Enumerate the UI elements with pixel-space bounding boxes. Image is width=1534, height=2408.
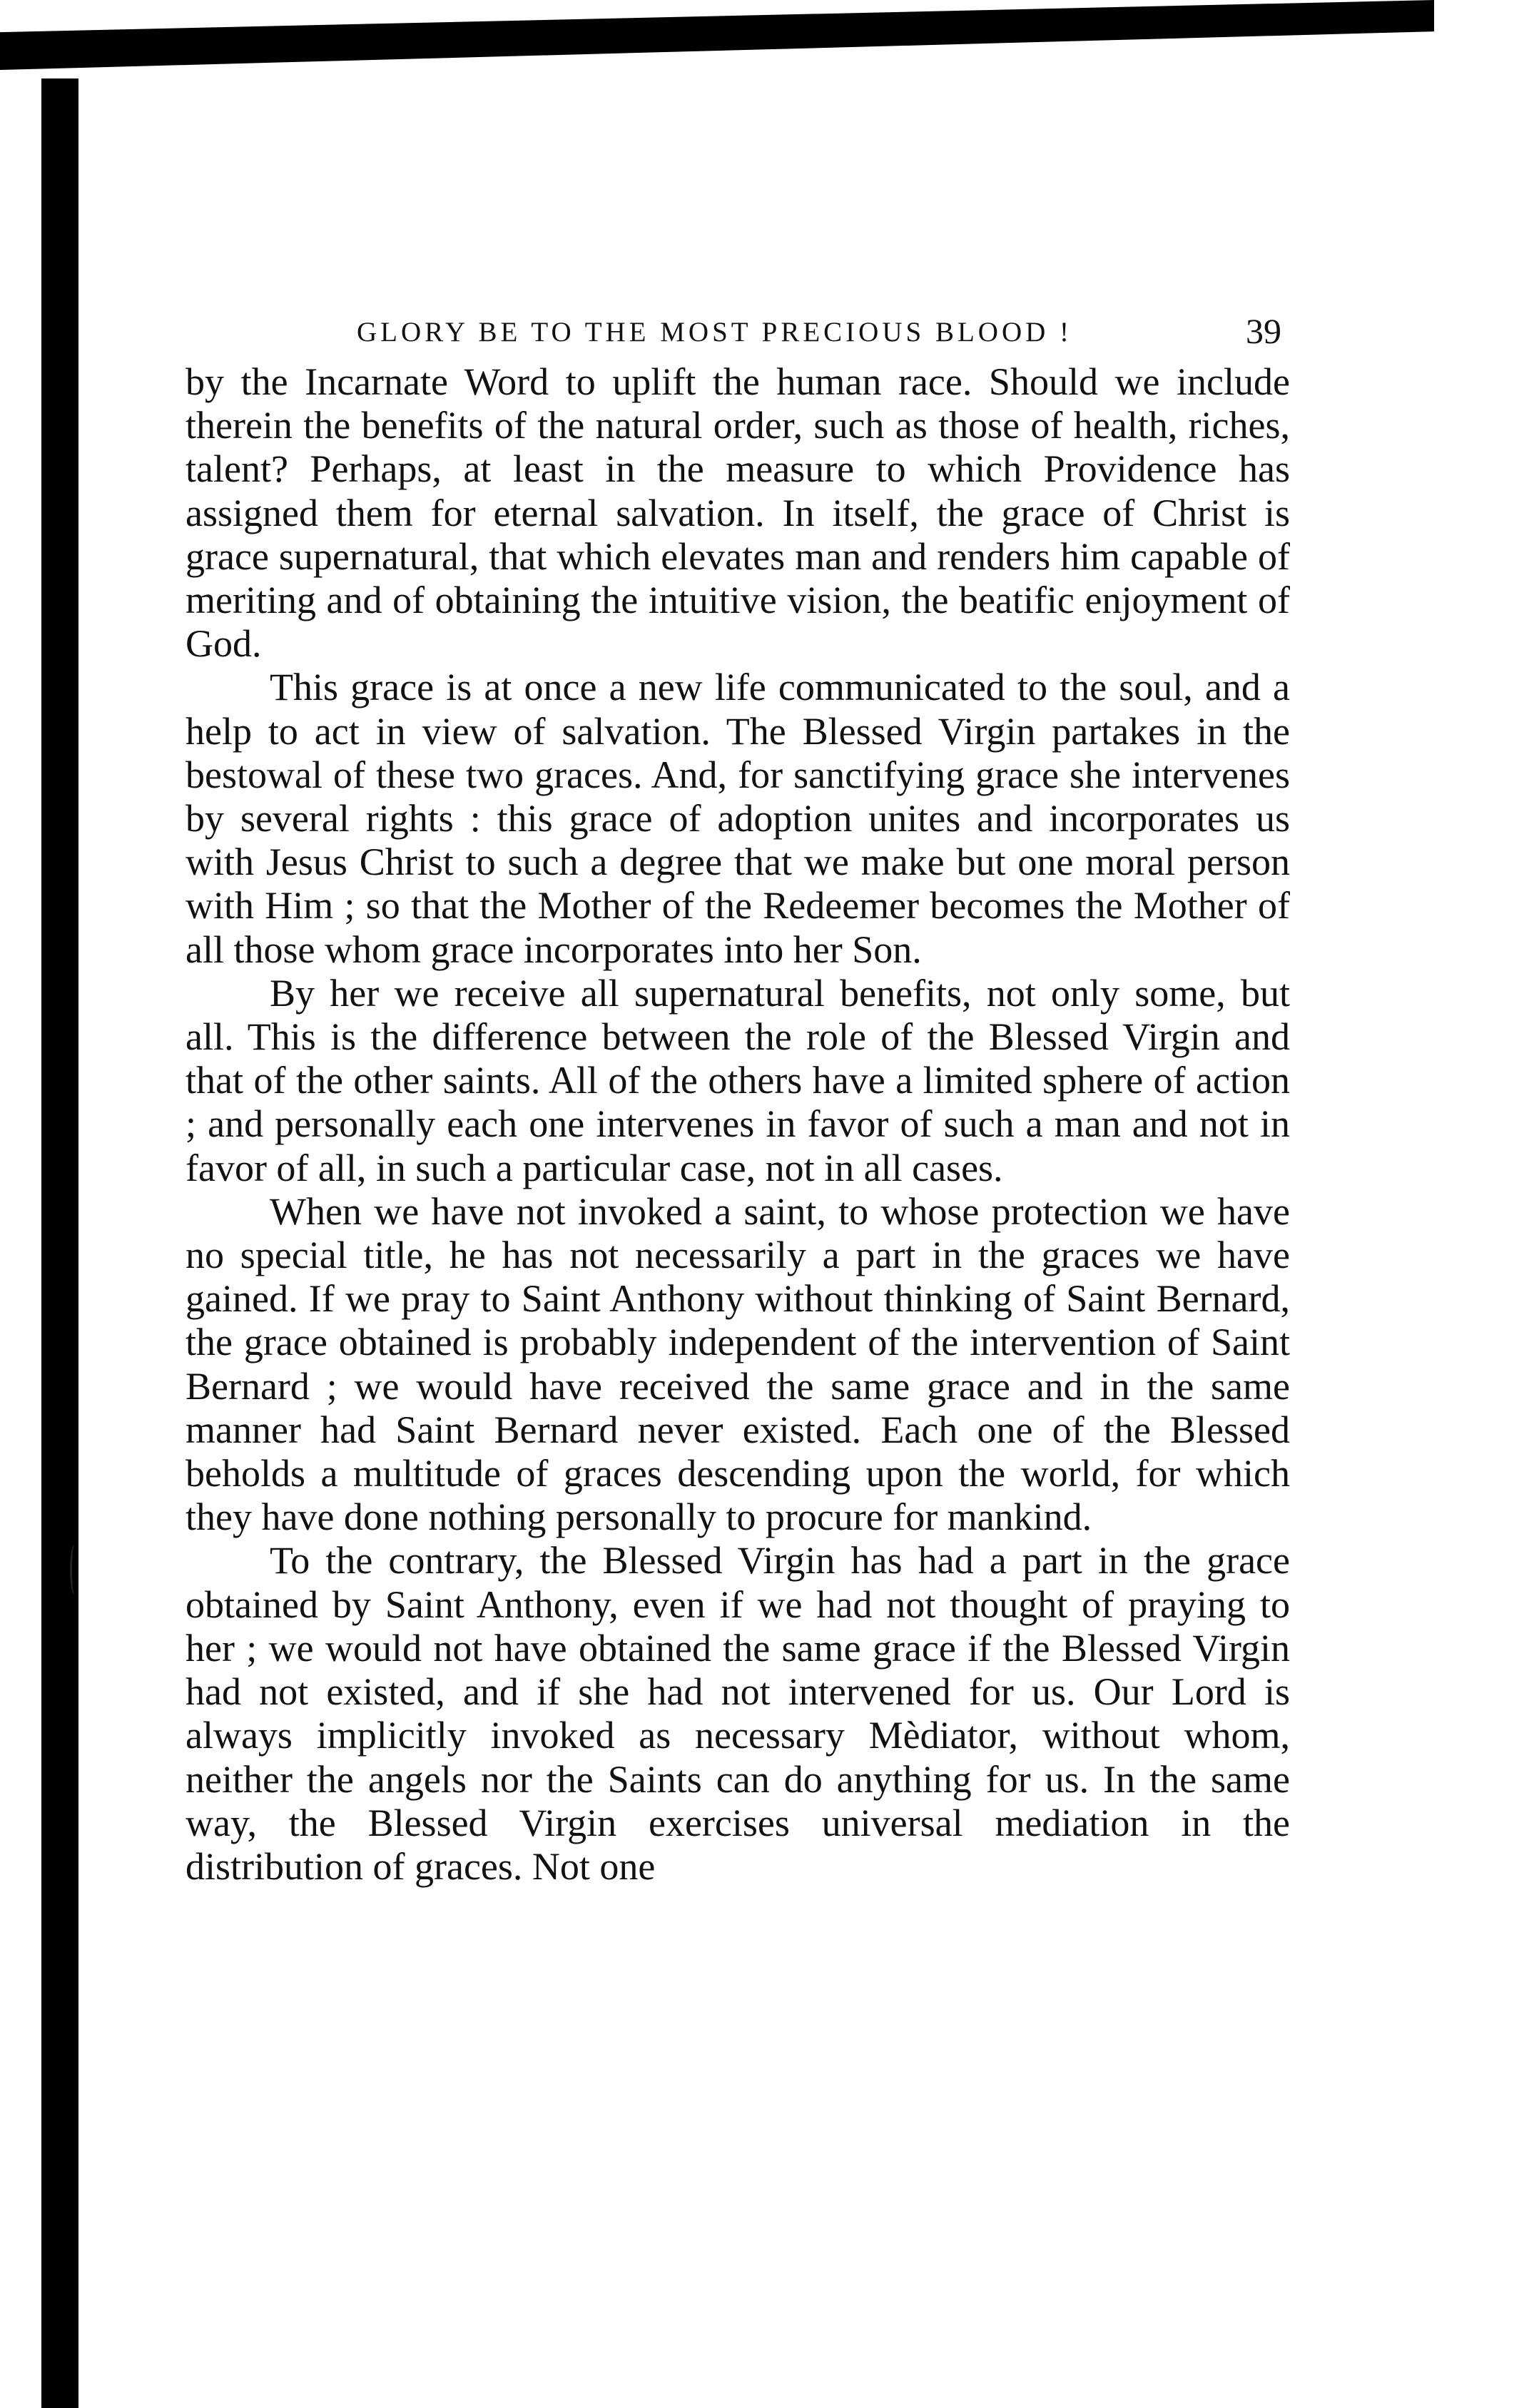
scan-border-left [41,78,78,2408]
running-title: GLORY BE TO THE MOST PRECIOUS BLOOD ! [357,317,1073,347]
paragraph-3: By her we receive all supernatural benefits, not only some, but all. This is the difference between the role of the Blessed Virgin and that of the other saints. All of the others have a limited sphere of action ; and personally each one intervenes in favor of such a man and not in favor of all, in such a particular case, not in all cases. [186,971,1290,1189]
running-head [186,310,1290,356]
paragraph-1: by the Incarnate Word to uplift the human race. Should we include therein the benefits of the natural order, such as those of health, riches, talent? Perhaps, at least in the measure to which Providence has assigned them for eternal salvation. In itself, the grace of Christ is grace supernatural, that which elevates man and renders him capable of meriting and of obtaining the intuitive vision, the beatific enjoyment of God. [186,360,1290,666]
paragraph-2: This grace is at once a new life communicated to the soul, and a help to act in view of salvation. The Blessed Virgin partakes in the bestowal of these two graces. And, for sanctifying grace she intervenes by several rights : this grace of adoption unites and incorporates us with Jesus Christ to such a degree that we make but one moral person with Him ; so that the Mother of the Redeemer becomes the Mother of all those whom grace incorporates into her Son. [186,666,1290,971]
paragraph-5: To the contrary, the Blessed Virgin has had a part in the grace obtained by Saint Anthony, even if we had not thought of praying to her ; we would not have obtained the same grace if the Blessed Virgin had not existed, and if she had not intervened for us. Our Lord is always implicitly invoked as necessary Mèdiator, without whom, neither the angels nor the Saints can do anything for us. In the same way, the Blessed Virgin exercises universal mediation in the distribution of graces. Not one [186,1539,1290,1888]
scan-border-top [0,0,1434,70]
body-text [186,360,1290,1889]
scan-mark [70,1545,79,1595]
paragraph-4: When we have not invoked a saint, to whose protection we have no special title, he has not necessarily a part in the graces we have gained. If we pray to Saint Anthony without thinking of Saint Bernard, the grace obtained is probably independent of the intervention of Saint Bernard ; we would have received the same grace and in the same manner had Saint Bernard never existed. Each one of the Blessed beholds a multitude of graces descending upon the world, for which they have done nothing personally to procure for mankind. [186,1189,1290,1539]
book-page [186,310,1290,2251]
page-number: 39 [1246,311,1281,351]
